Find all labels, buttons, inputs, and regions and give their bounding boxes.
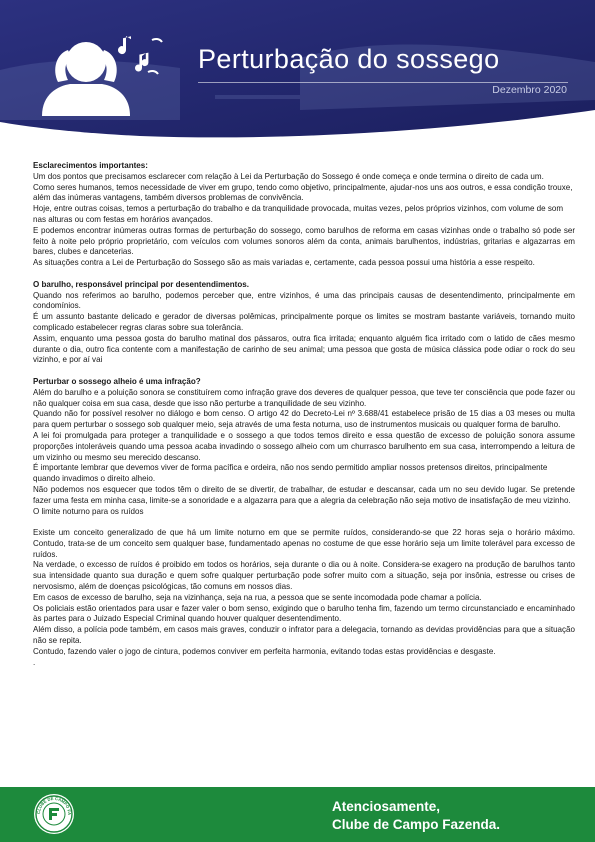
- paragraph: Em casos de excesso de barulho, seja na vizinhança, seja na rua, a pessoa que se sente incomodada pode chamar a polícia.: [33, 592, 482, 602]
- person-covering-ears-icon: [30, 20, 170, 120]
- section-heading: Esclarecimentos importantes:: [33, 161, 148, 170]
- paragraph: O limite noturno para os ruídos: [33, 506, 144, 516]
- section-esclarecimentos: [33, 161, 575, 269]
- paragraph: A lei foi promulgada para proteger a tranquilidade e o sossego a que todos temos direito e essa questão de excesso de poluição sonora assume proporções intoleráveis quando uma pessoa acaba invadindo o sossego alheio com um churrasco barulhento em sua casa, interrompendo a leitura de um vizinho ou mesmo seu merecido descanso.: [33, 430, 575, 462]
- section-heading: O barulho, responsável principal por desentendimentos.: [33, 279, 249, 289]
- closing-greeting: Atenciosamente,: [332, 799, 441, 814]
- article-body: [33, 161, 575, 668]
- closing-club-name: Clube de Campo Fazenda.: [332, 816, 501, 832]
- paragraph: Na verdade, o excesso de ruídos é proibido em todos os horários, seja durante o dia ou à noite. Considera-se exagero na produção de barulhos tanto sua intensidade quanto sua duração e quem sofre qualquer perturbação pode sofrer muito com a situação, seja por insônia, estresse ou crises de nervosismo, além de doenças psicológicas, tão comuns em nossos dias.: [33, 560, 575, 592]
- paragraph: É importante lembrar que devemos viver de forma pacífica e ordeira, não nos sendo permitido ampliar nossos pretensos direitos, principalmente quando invadimos o direito alheio.: [33, 463, 548, 484]
- paragraph: Além disso, a polícia pode também, em casos mais graves, conduzir o infrator para a delegacia, tornando as devidas providências para que a situação não se repita.: [33, 625, 575, 646]
- issue-date: Dezembro 2020: [492, 84, 567, 96]
- seal-text: CLUBE DE CAMPO FA: [35, 795, 73, 816]
- section-barulho: [33, 280, 575, 366]
- paragraph: As situações contra a Lei de Perturbação do Sossego são as mais variadas e, certamente, cada pessoa possui uma história a esse respeito.: [33, 258, 535, 268]
- paragraph: Além do barulho e a poluição sonora se constituírem como infração grave dos deveres de qualquer pessoa, que teve ter consciência que pode fazer ou não qualquer coisa em sua casa, desde que isso não perturbe a tranquilidade de seu vizinho.: [33, 387, 575, 408]
- spacer: [33, 366, 575, 377]
- paragraph: É um assunto bastante delicado e gerador de diversas polêmicas, principalmente porque os limites se mostram bastante variáveis, tornando muito complicado estabelecer regras claras sobre sua tolerância.: [33, 312, 575, 332]
- paragraph: Como seres humanos, temos necessidade de viver em grupo, tendo como objetivo, principalmente, ajudar-nos uns aos outros, e essa condição trouxe, além das inúmeras vantagens, também diversos problemas de convivência.: [33, 182, 573, 203]
- paragraph: Os policiais estão orientados para usar e fazer valer o bom senso, exigindo que o barulho tenha fim, fazendo um termo circunstanciado e encaminhado às partes para o Juizado Especial Criminal quando houver qualquer desentendimento.: [33, 603, 575, 624]
- paragraph: .: [33, 657, 36, 667]
- paragraph: Assim, enquanto uma pessoa gosta do barulho matinal dos pássaros, outra fica irritada; enquanto alguém fica irritado com o latido de cães mesmo durante o dia, outro fica contente com a manifestação de carinho de seu animal; uma pessoa que gosta de música clássica pode odiar o rock do seu vizinho, e por aí vai: [33, 333, 575, 365]
- page-header: [0, 0, 595, 150]
- page-title: Perturbação do sossego: [198, 44, 500, 74]
- section-infracao: [33, 377, 575, 517]
- closing-signature: [332, 798, 500, 833]
- paragraph: Existe um conceito generalizado de que há um limite noturno em que se permite ruídos, considerando-se que 22 horas seja o horário máximo. Contudo, trata-se de um conceito sem qualquer base, fundamentado apenas no costume de que esse horário seja um limite tolerável para excesso de ruídos.: [33, 528, 575, 559]
- spacer: [33, 269, 575, 280]
- section-heading: Perturbar o sossego alheio é uma infração?: [33, 376, 201, 386]
- paragraph: E podemos encontrar inúmeras outras formas de perturbação do sossego, como barulhos de reforma em casas vizinhas onde o trabalho só pode ser feito à noite pelo próprio proprietário, com veículos com volumes sonoros além da conta, animais barulhentos, indústrias, gritarias e algazarras em bares, clubes e danceterias.: [33, 225, 575, 257]
- paragraph: Não podemos nos esquecer que todos têm o direito de se divertir, de trabalhar, de estudar e descansar, cada um no seu devido lugar. Se pretende fazer uma festa em minha casa, limite-se a sonoridade e a algazarra para que a alegria da celebração não seja motivo de insatisfação de meu vizinho.: [33, 484, 575, 505]
- paragraph: Contudo, fazendo valer o jogo de cintura, podemos conviver em perfeita harmonia, evitando todas estas providências e desgaste.: [33, 646, 496, 656]
- paragraph: Um dos pontos que precisamos esclarecer com relação à Lei da Perturbação do Sossego é onde começa e onde termina o direito de cada um.: [33, 171, 544, 181]
- spacer: [33, 517, 575, 528]
- paragraph: Hoje, entre outras coisas, temos a perturbação do trabalho e da tranquilidade provocada, muitas vezes, pelos próprios vizinhos, com volume de som nas alturas ou com festas em horários avançados.: [33, 204, 564, 224]
- paragraph: Quando nos referimos ao barulho, podemos perceber que, entre vizinhos, é uma das principais causas de desentendimento, principalmente em condomínios.: [33, 290, 575, 311]
- title-divider: [198, 82, 568, 83]
- page-footer: [0, 787, 595, 842]
- section-limite-noturno: [33, 528, 575, 668]
- club-seal-icon: [33, 793, 75, 835]
- paragraph: Quando não for possível resolver no diálogo e bom censo. O artigo 42 do Decreto-Lei nº 3.688/41 estabelece prisão de 15 dias a 03 meses ou multa para quem perturbar o sossego sob qualquer meio, seja através de uma festa noturna, uso de instrumentos musicais ou qualquer forma de barulho.: [33, 409, 575, 430]
